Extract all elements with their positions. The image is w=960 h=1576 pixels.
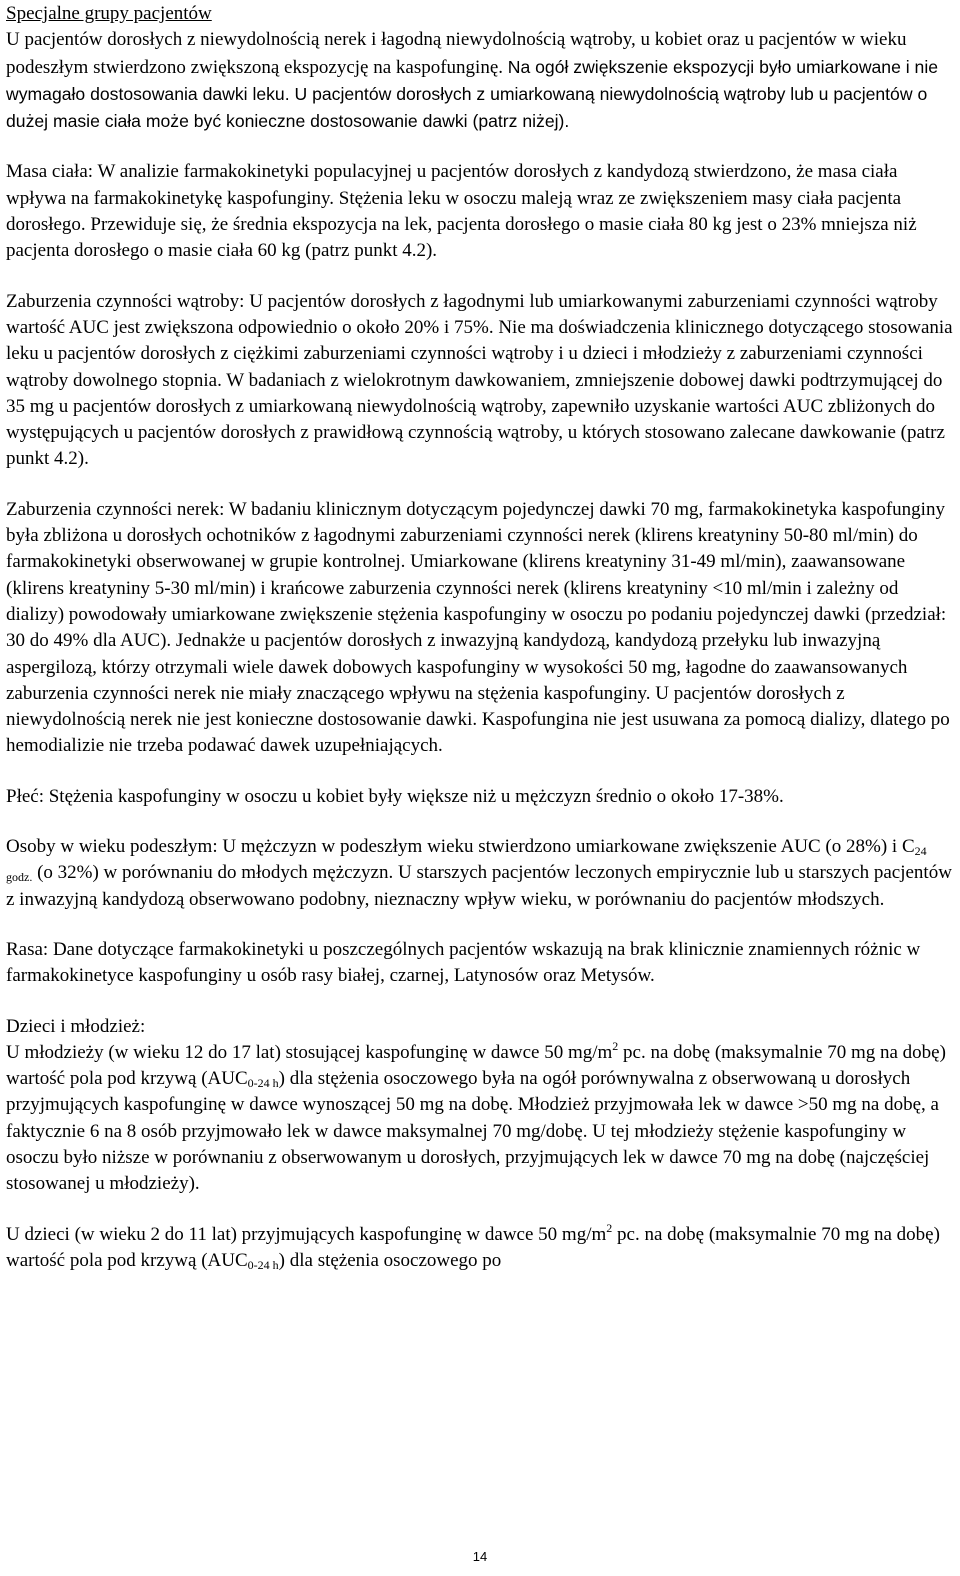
paragraph-text: U młodzieży (w wieku 12 do 17 lat) stosującej kaspofunginę w dawce 50 mg/m [6,1041,613,1063]
paragraph-body-weight: Masa ciała: W analizie farmakokinetyki populacyjnej u pacjentów dorosłych z kandydozą stwierdzono, że masa ciała wpływa na farmakokinetykę kaspofunginy. Stężenia leku w osoczu maleją wraz ze zwiększeniem masy ciała pacjenta dorosłego. Przewiduje się, że średnia ekspozycja na lek, pacjenta dorosłego o masie ciała 80 kg jest o 23% mniejsza niż pacjenta dorosłego o masie ciała 60 kg (patrz punkt 4.2). [6,161,917,262]
paragraph-text: pc. na dobę (maksymalnie 70 mg na dobę) wartość pola pod krzywą (AUC [6,1041,946,1090]
paragraph-children [6,1222,954,1275]
paragraph-gender: Płeć: Stężenia kaspofunginy w osoczu u kobiet były większe niż u mężczyzn średnio o około 17-38%. [6,785,784,807]
paragraph-renal: Zaburzenia czynności nerek: W badaniu klinicznym dotyczącym pojedynczej dawki 70 mg, farmakokinetyka kaspofunginy była zbliżona u dorosłych ochotników z łagodnymi zaburzeniami czynności nerek (klirens kreatyniny 50-80 ml/min) do farmakokinetyki obserwowanej w grupie kontrolnej. Umiarkowane (klirens kreatyniny 31-49 ml/min), zaawansowane (klirens kreatyniny 5-30 ml/min) i krańcowe zaburzenia czynności nerek (klirens kreatyniny <10 ml/min i zależny od dializy) powodowały umiarkowane zwiększenie stężenia kaspofunginy w osoczu po podaniu pojedynczej dawki (przedział: 30 do 49% dla AUC). Jednakże u pacjentów dorosłych z inwazyjną kandydozą, kandydozą przełyku lub inwazyjną aspergilozą, którzy otrzymali wiele dawek dobowych kaspofunginy w wysokości 50 mg, łagodne do zaawansowanych zaburzenia czynności nerek nie miały znaczącego wpływu na stężenia kaspofunginy. U pacjentów dorosłych z niewydolnością nerek nie jest konieczne dostosowanie dawki. Kaspofungina nie jest usuwana za pomocą dializy, dlatego po hemodializie nie trzeba podawać dawek uzupełniających. [6,498,950,757]
paragraph-text: pc. na dobę (maksymalnie 70 mg na dobę) wartość pola pod krzywą (AUC [6,1223,940,1271]
paragraph-text: U pacjentów dorosłych z niewydolnością nerek i łagodną niewydolnością wątroby, u kobiet oraz u pacjentów w wieku podeszłym stwierdzono zwiększoną ekspozycję na kaspofunginę. [6,29,907,78]
paragraph-hepatic: Zaburzenia czynności wątroby: U pacjentów dorosłych z łagodnymi lub umiarkowanymi zaburzeniami czynności wątroby wartość AUC jest zwiększona odpowiednio o około 20% i 75%. Nie ma doświadczenia klinicznego dotyczącego stosowania leku u pacjentów dorosłych z ciężkimi zaburzeniami czynności wątroby i u dzieci i młodzieży z zaburzeniami czynności wątroby dowolnego stopnia. W badaniach z wielokrotnym dawkowaniem, zmniejszenie dobowej dawki podtrzymującej do 35 mg u pacjentów dorosłych z umiarkowaną niewydolnością wątroby, zapewniło uzyskanie wartości AUC zbliżonych do występujących u pacjentów dorosłych z prawidłową czynnością wątroby, u których stosowano zalecane dawkowanie (patrz punkt 4.2). [6,290,953,470]
subscript: 0-24 h [247,1257,279,1272]
paragraph-text: ) dla stężenia osoczowego była na ogół porównywalna z obserwowaną u dorosłych przyjmujących kaspofunginę w dawce wynoszącej 50 mg na dobę. Młodzież przyjmowała lek w dawce >50 mg na dobę, a faktycznie 6 na 8 osób przyjmowało lek w dawce maksymalnej 70 mg/dobę. U tej młodzieży stężenie kaspofunginy w osoczu było niższe w porównaniu z obserwowanym u dorosłych, przyjmujących lek w dawce 70 mg na dobę (najczęściej stosowanej u młodzieży). [6,1068,939,1195]
subheading-children: Dzieci i młodzież: [6,1015,146,1037]
document-page [6,0,954,1274]
superscript: 2 [606,1220,613,1235]
paragraph-special-groups [6,27,954,135]
subscript: 24 godz. [6,844,927,885]
paragraph-text: Osoby w wieku podeszłym: U mężczyzn w podeszłym wieku stwierdzono umiarkowane zwiększenie AUC (o 28%) i C [6,836,915,858]
paragraph-text: (o 32%) w porównaniu do młodych mężczyzn. U starszych pacjentów leczonych empirycznie lub u starszych pacjentów z inwazyjną kandydozą obserwowano podobny, nieznaczny wpływ wieku, w porównaniu do pacjentów młodszych. [6,862,952,910]
paragraph-elderly [6,834,954,913]
paragraph-adolescents [6,1040,954,1198]
section-heading: Specjalne grupy pacjentów [6,3,212,24]
subscript: 0-24 h [247,1076,279,1091]
paragraph-race: Rasa: Dane dotyczące farmakokinetyki u poszczególnych pacjentów wskazują na brak klinicznie znamiennych różnic w farmakokinetyce kaspofunginy u osób rasy białej, czarnej, Latynosów oraz Metysów. [6,938,921,987]
superscript: 2 [612,1038,619,1053]
paragraph-text: U dzieci (w wieku 2 do 11 lat) przyjmujących kaspofunginę w dawce 50 mg/m [6,1223,607,1245]
paragraph-text: ) dla stężenia osoczowego po [278,1249,502,1271]
paragraph-text-sans: Na ogół zwiększenie ekspozycji było umiarkowane i nie wymagało dostosowania dawki leku. U pacjentów dorosłych z umiarkowaną niewydolnością wątroby lub u pacjentów o dużej masie ciała może być konieczne dostosowanie dawki (patrz niżej). [6,56,939,132]
page-number: 14 [472,1549,488,1564]
